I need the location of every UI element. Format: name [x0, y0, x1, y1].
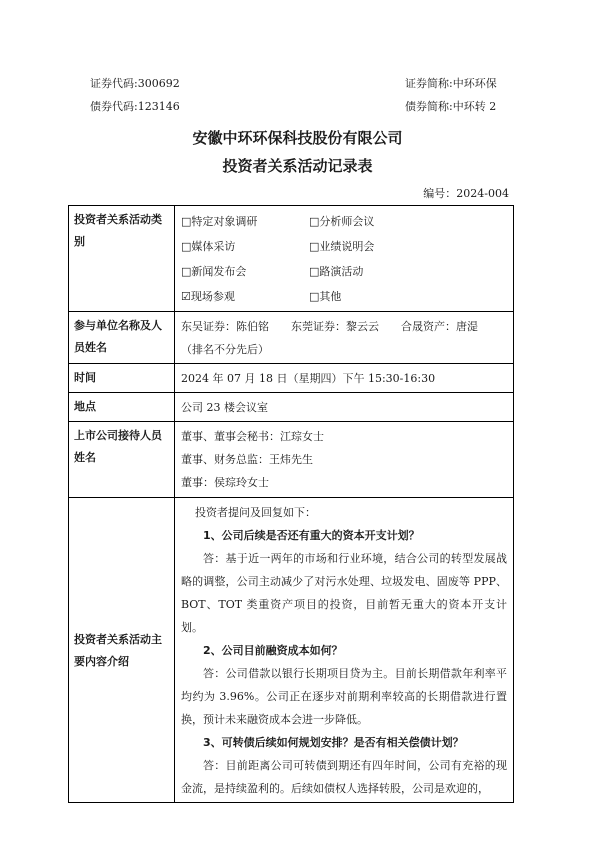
- checkbox-roadshow[interactable]: □路演活动: [309, 265, 364, 278]
- stock-abbreviation: 证券简称:中环环保: [405, 77, 497, 90]
- checkbox-site-research[interactable]: □特定对象调研: [181, 215, 258, 228]
- category-options: [175, 206, 514, 312]
- answer-1: 答：基于近一两年的市场和行业环境，结合公司的转型发展战略的调整，公司主动减少了对污水处理、垃圾发电、固废等 PPP、BOT、TOT 类重资产项目的投资，目前暂无重大的资本开支计划。: [181, 552, 507, 634]
- serial-number: 编号：2024-004: [423, 187, 509, 200]
- question-1: 1、公司后续是否还有重大的资本开支计划？: [203, 529, 420, 542]
- participants-value: [175, 312, 514, 364]
- time-label: 时间: [69, 364, 175, 393]
- content-value: [175, 498, 514, 803]
- receptionists-value: [175, 422, 514, 498]
- record-table: [68, 205, 514, 803]
- checkbox-media-interview[interactable]: □媒体采访: [181, 240, 236, 253]
- question-3: 3、可转债后续如何规划安排？是否有相关偿债计划？: [203, 736, 464, 749]
- category-option-row: [181, 259, 507, 284]
- content-row: [69, 498, 514, 803]
- participants-list: 东吴证券：陈伯铭 东莞证券：黎云云 合晟资产：唐湜: [181, 320, 478, 333]
- participants-row: [69, 312, 514, 364]
- time-value: 2024 年 07 月 18 日（星期四）下午 15:30-16:30: [175, 364, 514, 393]
- participants-note: （排名不分先后）: [181, 343, 269, 356]
- receptionist-2: 董事、财务总监：王炜先生: [181, 453, 313, 466]
- category-option-row: [181, 284, 507, 309]
- content-intro: 投资者提问及回复如下：: [195, 506, 316, 519]
- checkbox-site-visit[interactable]: ☑现场参观: [181, 290, 235, 303]
- receptionist-1: 董事、董事会秘书：江琮女士: [181, 430, 324, 443]
- content-label: 投资者关系活动主要内容介绍: [69, 498, 175, 803]
- answer-3: 答：目前距离公司可转债到期还有四年时间，公司有充裕的现金流，是持续盈利的。后续如债权人选择转股，公司是欢迎的，: [181, 759, 507, 795]
- stock-code: 证券代码:300692: [90, 77, 180, 90]
- company-title: 安徽中环环保科技股份有限公司: [192, 129, 403, 147]
- participants-label: 参与单位名称及人员姓名: [69, 312, 175, 364]
- form-title: 投资者关系活动记录表: [222, 157, 373, 175]
- category-option-row: [181, 234, 507, 259]
- checkbox-other[interactable]: □其他: [309, 290, 342, 303]
- location-row: [69, 393, 514, 422]
- answer-2: 答：公司借款以银行长期项目贷为主。目前长期借款年利率平均约为 3.96%。公司正在逐步对前期利率较高的长期借款进行置换，预计未来融资成本会进一步降低。: [181, 667, 507, 726]
- checkbox-press-conference[interactable]: □新闻发布会: [181, 265, 247, 278]
- receptionists-label: 上市公司接待人员姓名: [69, 422, 175, 498]
- bond-abbreviation: 债券简称:中环转 2: [405, 100, 497, 113]
- receptionist-3: 董事：侯琮玲女士: [181, 476, 269, 489]
- receptionists-row: [69, 422, 514, 498]
- checkbox-earnings-call[interactable]: □业绩说明会: [309, 240, 375, 253]
- checkbox-analyst-meeting[interactable]: □分析师会议: [309, 215, 375, 228]
- bond-code: 债券代码:123146: [90, 100, 180, 113]
- question-2: 2、公司目前融资成本如何？: [203, 644, 343, 657]
- location-value: 公司 23 楼会议室: [175, 393, 514, 422]
- location-label: 地点: [69, 393, 175, 422]
- category-label: 投资者关系活动类别: [69, 206, 175, 312]
- time-row: [69, 364, 514, 393]
- category-row: [69, 206, 514, 312]
- category-option-row: [181, 209, 507, 234]
